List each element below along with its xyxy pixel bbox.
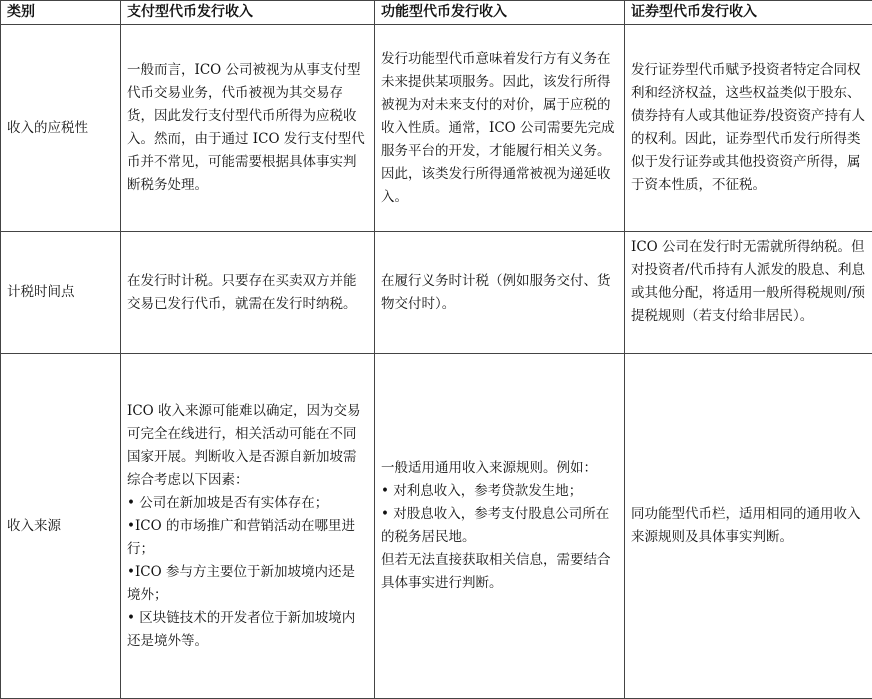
- header-category: 类别: [1, 1, 121, 25]
- payment-intro: ICO 收入来源可能难以确定，因为交易可完全在线进行，相关活动可能在不同国家开展。判断收入是否源自新加坡需综合考虑以下因素：: [127, 400, 368, 492]
- row-category: 收入来源: [1, 354, 121, 699]
- table-row: [1, 232, 872, 354]
- table-row: [1, 25, 872, 232]
- header-payment-token: 支付型代币发行收入: [121, 1, 375, 25]
- bullet-item: • 区块链技术的开发者位于新加坡境内还是境外等。: [127, 607, 368, 653]
- bullet-item: • 公司在新加坡是否有实体存在；: [127, 492, 368, 515]
- cell-payment: 在发行时计税。只要存在买卖双方并能交易已发行代币，就需在发行时纳税。: [121, 232, 375, 354]
- cell-utility: [375, 354, 625, 699]
- cell-security: 发行证券型代币赋予投资者特定合同权利和经济权益，这些权益类似于股东、债券持有人或其他证券/投资资产持有人的权利。因此，证券型代币发行所得类似于发行证券或其他投资资产所得，属于资本性质，不征税。: [625, 25, 872, 232]
- bullet-item: • 对利息收入，参考贷款发生地；: [381, 480, 618, 503]
- bullet-item: •ICO 的市场推广和营销活动在哪里进行；: [127, 515, 368, 561]
- bullet-item: • 对股息收入，参考支付股息公司所在的税务居民地。: [381, 503, 618, 549]
- table-row: [1, 354, 872, 699]
- utility-intro: 一般适用通用收入来源规则。例如：: [381, 457, 618, 480]
- cell-utility: 发行功能型代币意味着发行方有义务在未来提供某项服务。因此，该发行所得被视为对未来支付的对价，属于应税的收入性质。通常，ICO 公司需要先完成服务平台的开发，才能履行相关义务。因此，该类发行所得通常被视为递延收入。: [375, 25, 625, 232]
- bullet-item: •ICO 参与方主要位于新加坡境内还是境外；: [127, 561, 368, 607]
- header-utility-token: 功能型代币发行收入: [375, 1, 625, 25]
- row-category: 收入的应税性: [1, 25, 121, 232]
- utility-outro: 但若无法直接获取相关信息，需要结合具体事实进行判断。: [381, 549, 618, 595]
- cell-security: ICO 公司在发行时无需就所得纳税。但对投资者/代币持有人派发的股息、利息或其他分配，将适用一般所得税规则/预提税规则（若支付给非居民）。: [625, 232, 872, 354]
- cell-security: 同功能型代币栏，适用相同的通用收入来源规则及具体事实判断。: [625, 354, 872, 699]
- header-security-token: 证券型代币发行收入: [625, 1, 872, 25]
- cell-payment: 一般而言，ICO 公司被视为从事支付型代币交易业务，代币被视为其交易存货，因此发行支付型代币所得为应税收入。然而，由于通过 ICO 发行支付型代币并不常见，可能需要根据具体事实判断税务处理。: [121, 25, 375, 232]
- row-category: 计税时间点: [1, 232, 121, 354]
- header-row: [1, 1, 872, 25]
- cell-utility: 在履行义务时计税（例如服务交付、货物交付时）。: [375, 232, 625, 354]
- cell-payment: [121, 354, 375, 699]
